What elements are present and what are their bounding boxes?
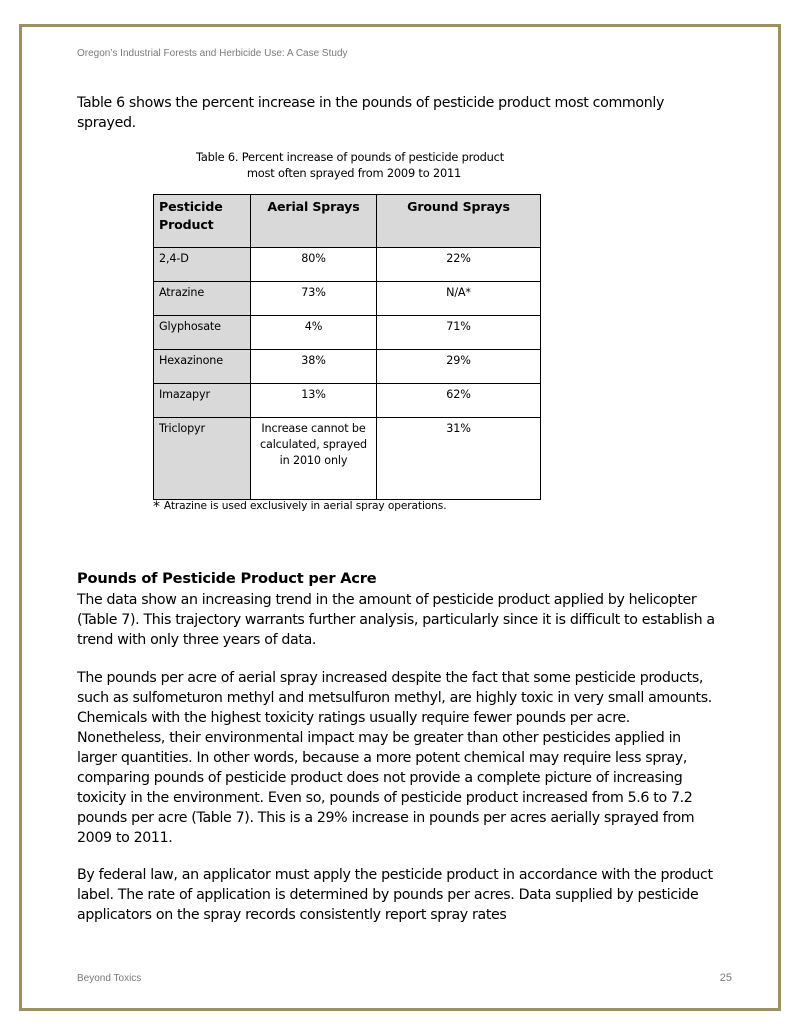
running-header: Oregon’s Industrial Forests and Herbicide Use: A Case Study [77, 48, 348, 59]
ground-cell: 29% [377, 350, 541, 384]
table-row [154, 248, 541, 282]
table-row [154, 384, 541, 418]
body-paragraph: The data show an increasing trend in the amount of pesticide product applied by helicopter (Table 7). This trajectory warrants further analysis, particularly since it is difficult to establish a trend with only three years of data. [77, 592, 715, 648]
product-cell: Triclopyr [154, 418, 251, 500]
intro-paragraph: Table 6 shows the percent increase in the pounds of pesticide product most commonly sprayed. [77, 95, 664, 131]
aerial-cell: 4% [251, 316, 377, 350]
footnote-text: Atrazine is used exclusively in aerial spray operations. [163, 500, 447, 512]
footnote-asterisk: * [153, 499, 160, 515]
aerial-cell: Increase cannot be calculated, sprayed in 2010 only [251, 418, 377, 500]
body-paragraph: By federal law, an applicator must apply the pesticide product in accordance with the product label. The rate of application is determined by pounds per acres. Data supplied by pesticide applicators on the spray records consistently report spray rates [77, 867, 713, 923]
table-header-row [154, 195, 541, 248]
body-paragraph: The pounds per acre of aerial spray increased despite the fact that some pesticide products, such as sulfometuron methyl and metsulfuron methyl, are highly toxic in very small amounts. Chemicals with the highest toxicity ratings usually require fewer pounds per acre. Nonetheless, their environmental impact may be greater than other pesticides applied in larger quantities. In other words, because a more potent chemical may require less spray, comparing pounds of pesticide product does not provide a complete picture of increasing toxicity in the environment. Even so, pounds of pesticide product increased from 5.6 to 7.2 pounds per acre (Table 7). This is a 29% increase in pounds per acres aerially sprayed from 2009 to 2011. [77, 670, 712, 846]
ground-cell: 71% [377, 316, 541, 350]
table-6 [153, 194, 541, 500]
page-number: 25 [719, 972, 732, 984]
ground-cell: N/A* [377, 282, 541, 316]
column-header-pesticide-product: Pesticide Product [154, 195, 251, 248]
aerial-cell: 13% [251, 384, 377, 418]
table-caption-line-1: Table 6. Percent increase of pounds of pesticide product [196, 150, 504, 164]
table-row [154, 350, 541, 384]
aerial-cell: 80% [251, 248, 377, 282]
aerial-cell: 73% [251, 282, 377, 316]
table-row [154, 316, 541, 350]
product-cell: 2,4-D [154, 248, 251, 282]
aerial-cell: 38% [251, 350, 377, 384]
table-footnote [153, 499, 446, 515]
table-row [154, 418, 541, 500]
ground-cell: 22% [377, 248, 541, 282]
section-heading: Pounds of Pesticide Product per Acre [77, 570, 377, 587]
ground-cell: 31% [377, 418, 541, 500]
column-header-aerial-sprays: Aerial Sprays [251, 195, 377, 248]
table-caption-line-2: most often sprayed from 2009 to 2011 [246, 166, 462, 180]
table-caption [140, 149, 560, 181]
table-row [154, 282, 541, 316]
ground-cell: 62% [377, 384, 541, 418]
running-footer: Beyond Toxics [77, 973, 142, 984]
product-cell: Imazapyr [154, 384, 251, 418]
product-cell: Atrazine [154, 282, 251, 316]
product-cell: Glyphosate [154, 316, 251, 350]
product-cell: Hexazinone [154, 350, 251, 384]
column-header-ground-sprays: Ground Sprays [377, 195, 541, 248]
